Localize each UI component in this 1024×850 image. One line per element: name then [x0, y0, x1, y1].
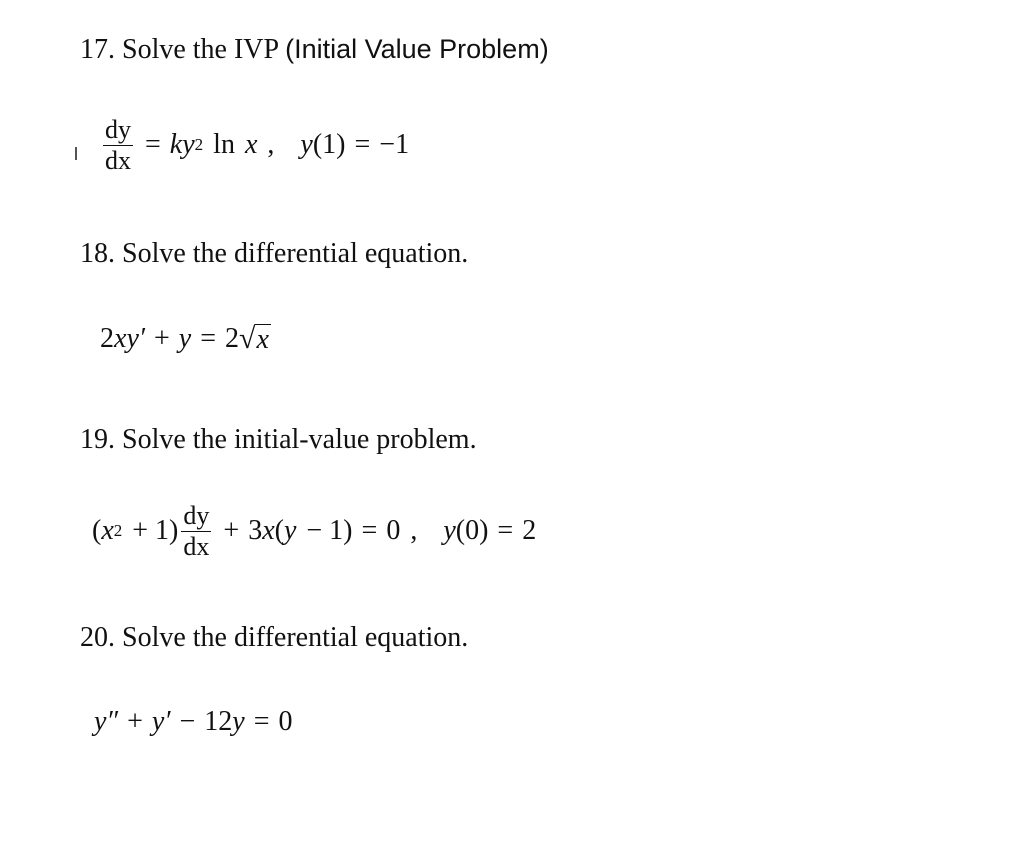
condition-value: 2: [522, 515, 537, 547]
derivative-fraction: [181, 502, 211, 561]
coefficient: 3: [248, 515, 263, 547]
problem-20-title: Solve the differential equation.: [122, 622, 469, 653]
radical-sign: √: [239, 322, 256, 355]
plus-sign: +: [223, 515, 240, 547]
plus-one: + 1): [132, 515, 179, 547]
rhs-coefficient: 2: [225, 323, 240, 354]
equals-sign: =: [361, 515, 378, 547]
equals-sign: =: [145, 129, 161, 161]
problem-19-equation: ( x 2 + 1) $\frac{dy}{dx}$ + 3 x ( y − 1) = 0 , y (0) = 2: [92, 501, 537, 562]
condition-argument: (0): [455, 515, 489, 547]
zero: 0: [278, 706, 293, 737]
minus-sign: −: [179, 706, 196, 737]
open-paren-2: (: [274, 515, 284, 547]
zero: 0: [386, 515, 401, 547]
variable-y: y: [283, 515, 297, 547]
condition-y: y: [300, 129, 313, 161]
problem-19-heading: [80, 426, 477, 454]
problem-18-title: Solve the differential equation.: [122, 238, 469, 269]
variable-y: y: [232, 706, 245, 737]
condition-value: −1: [379, 129, 410, 161]
variable-y: y: [182, 129, 195, 161]
problem-18-equation: [100, 324, 271, 354]
minus-one: − 1): [306, 515, 353, 547]
variable-y: y: [178, 323, 192, 354]
variable-x: x: [101, 515, 114, 547]
y-prime: y′: [126, 323, 145, 354]
problem-17-number: 17.: [80, 34, 115, 65]
condition-equals: =: [354, 129, 371, 161]
problem-17-heading: [80, 36, 549, 64]
y-double-prime: y″: [94, 706, 119, 737]
variable-x: x: [244, 129, 258, 161]
condition-argument: (1): [312, 129, 346, 161]
comma: ,: [267, 129, 275, 161]
condition-y: y: [443, 515, 456, 547]
problem-17-equation: $\frac{dy}{dx}$ = k y 2 ln x , y (1) = −1: [105, 115, 410, 176]
problem-20-number: 20.: [80, 622, 115, 653]
variable-x-2: x: [262, 515, 275, 547]
problem-18-heading: [80, 240, 468, 268]
condition-equals: =: [497, 515, 514, 547]
y-prime: y′: [151, 706, 171, 737]
fraction-numerator: dy: [183, 501, 210, 530]
plus-sign: +: [154, 323, 170, 354]
open-paren: (: [92, 515, 102, 547]
coefficient: 12: [204, 706, 233, 737]
derivative-fraction: [103, 116, 133, 175]
coefficient: 2: [100, 323, 114, 354]
problem-20-equation: [94, 708, 292, 736]
problem-20-heading: [80, 624, 468, 652]
fraction-denominator: dx: [183, 532, 210, 562]
problem-19-title: Solve the initial-value problem.: [122, 424, 477, 455]
constant-k: k: [169, 129, 183, 161]
problem-19-number: 19.: [80, 424, 115, 455]
problem-18-number: 18.: [80, 238, 115, 269]
square-root: [239, 324, 271, 354]
plus-sign: +: [127, 706, 143, 737]
radicand: x: [256, 324, 269, 355]
equals-sign: =: [253, 706, 270, 737]
comma: ,: [410, 515, 418, 547]
equals-sign: =: [200, 323, 217, 354]
ln-function: ln: [213, 129, 235, 161]
margin-mark: [75, 147, 77, 160]
variable-x: x: [114, 323, 127, 354]
fraction-numerator: dy: [105, 115, 131, 144]
problem-17-title-note: (Initial Value Problem): [285, 34, 549, 64]
problem-17-title: Solve the IVP: [122, 34, 279, 65]
fraction-denominator: dx: [105, 146, 131, 176]
